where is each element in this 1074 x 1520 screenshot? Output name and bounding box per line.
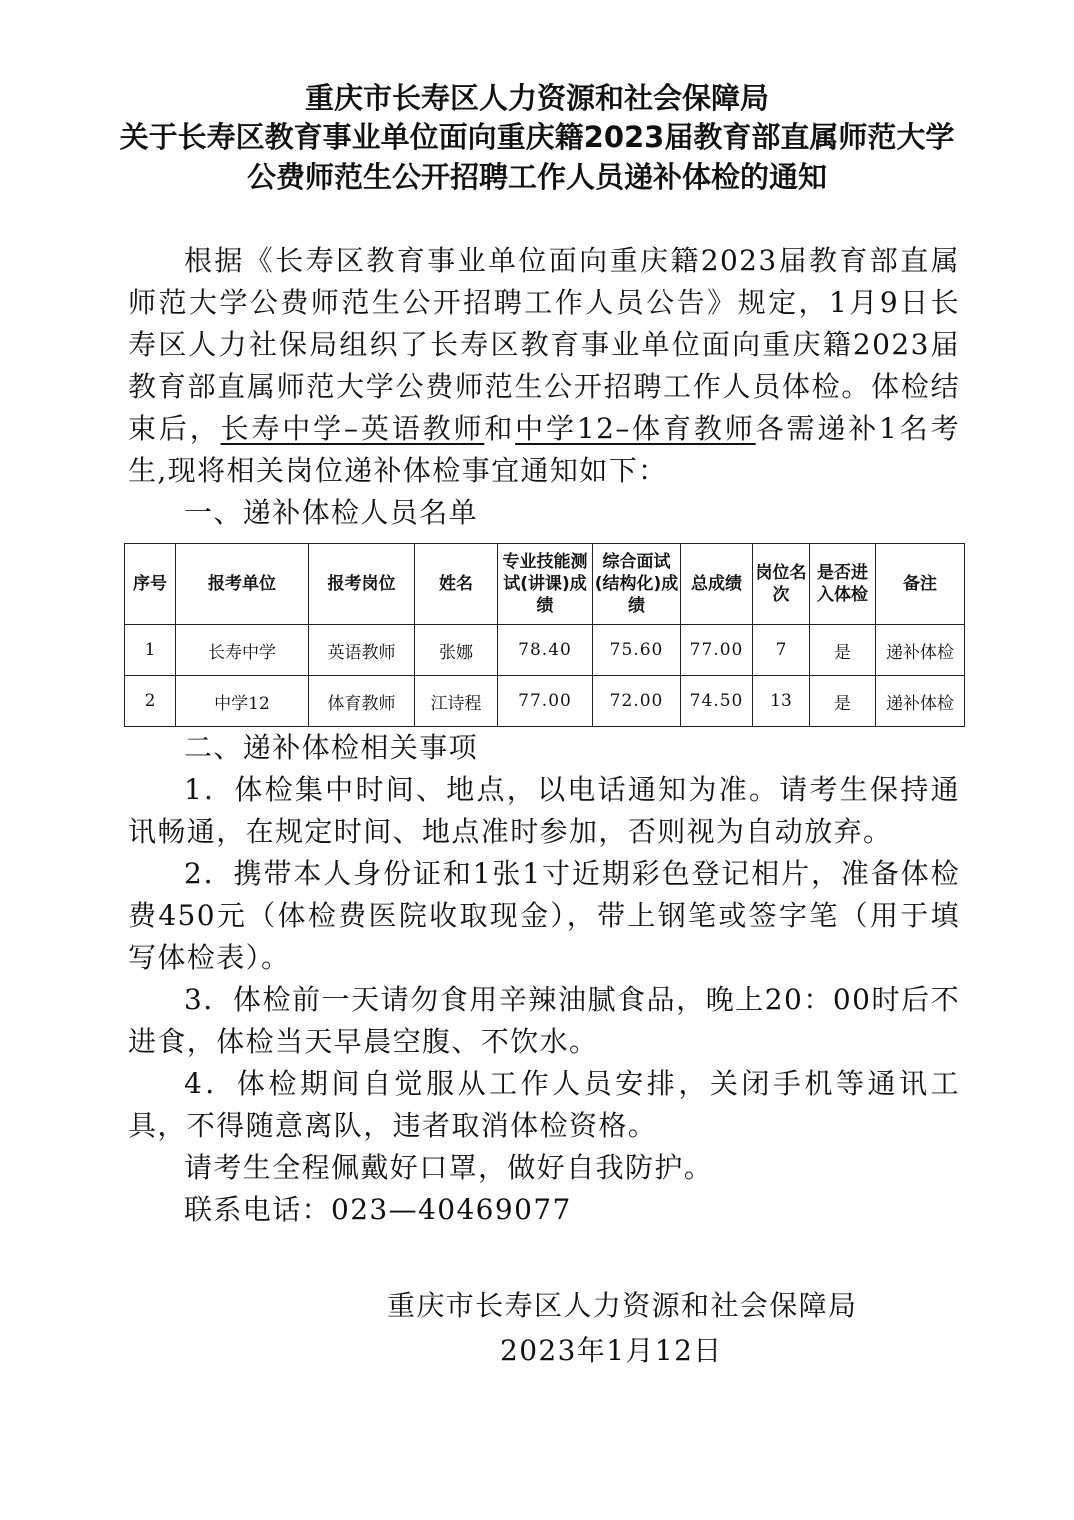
- matters-block: [128, 727, 960, 1231]
- cell-skill-score: 77.00: [498, 676, 593, 727]
- title-line-1: 重庆市长寿区人力资源和社会保障局: [304, 81, 769, 115]
- table-header-row: [125, 544, 965, 625]
- header-cell: 序号: [125, 544, 176, 625]
- post-2-underlined: 中学12–体育教师: [515, 412, 756, 445]
- signature-org: 重庆市长寿区人力资源和社会保障局: [387, 1289, 858, 1322]
- table-row: [125, 625, 965, 676]
- cell-unit: 中学12: [176, 676, 309, 727]
- cell-total-score: 74.50: [681, 676, 753, 727]
- header-cell: 总成绩: [681, 544, 753, 625]
- matter-item-3: 3．体检前一天请勿食用辛辣油腻食品，晚上20：00时后不进食，体检当天早晨空腹、不饮水。: [128, 983, 960, 1058]
- cell-remark: 递补体检: [876, 676, 965, 727]
- cell-interview-score: 72.00: [593, 676, 681, 727]
- section-2-heading: 二、递补体检相关事项: [184, 731, 479, 764]
- intro-paragraph: [128, 240, 960, 492]
- matter-item-2: 2．携带本人身份证和1张1寸近期彩色登记相片，准备体检费450元（体检费医院收取现金），带上钢笔或签字笔（用于填写体检表）。: [128, 857, 960, 974]
- cell-exam-status: 是: [810, 625, 876, 676]
- cell-post: 英语教师: [309, 625, 415, 676]
- cell-total-score: 77.00: [681, 625, 753, 676]
- cell-remark: 递补体检: [876, 625, 965, 676]
- header-cell: 报考单位: [176, 544, 309, 625]
- mask-note: 请考生全程佩戴好口罩，做好自我防护。: [184, 1151, 714, 1184]
- cell-name: 张娜: [415, 625, 498, 676]
- cell-exam-status: 是: [810, 676, 876, 727]
- header-cell: 是否进入体检: [810, 544, 876, 625]
- table-row: [125, 676, 965, 727]
- header-cell: 岗位名次: [753, 544, 810, 625]
- cell-interview-score: 75.60: [593, 625, 681, 676]
- cell-post: 体育教师: [309, 676, 415, 727]
- header-cell: 姓名: [415, 544, 498, 625]
- cell-rank: 13: [753, 676, 810, 727]
- intro-block: [128, 240, 960, 534]
- post-1-underlined: 长寿中学–英语教师: [220, 412, 485, 445]
- candidate-table: [124, 543, 965, 727]
- header-cell: 综合面试(结构化)成绩: [593, 544, 681, 625]
- matter-item-4: 4．体检期间自觉服从工作人员安排，关闭手机等通讯工具，不得随意离队，违者取消体检资格。: [128, 1067, 960, 1142]
- header-cell: 专业技能测试(讲课)成绩: [498, 544, 593, 625]
- cell-index: 1: [125, 625, 176, 676]
- contact-phone: 联系电话：023—40469077: [184, 1193, 572, 1226]
- cell-index: 2: [125, 676, 176, 727]
- cell-skill-score: 78.40: [498, 625, 593, 676]
- intro-text-b: 和: [484, 412, 516, 445]
- intro-text-c: 各需递补1名考生,现将相关岗位递补体检事宜通知如下：: [128, 412, 960, 487]
- cell-unit: 长寿中学: [176, 625, 309, 676]
- header-cell: 备注: [876, 544, 965, 625]
- title-line-2: 关于长寿区教育事业单位面向重庆籍2023届教育部直属师范大学: [119, 120, 955, 154]
- cell-name: 江诗程: [415, 676, 498, 727]
- section-1-heading: 一、递补体检人员名单: [184, 496, 479, 529]
- signature-date: 2023年1月12日: [500, 1334, 723, 1367]
- matter-item-1: 1．体检集中时间、地点，以电话通知为准。请考生保持通讯畅通，在规定时间、地点准时参加，否则视为自动放弃。: [128, 773, 960, 848]
- header-cell: 报考岗位: [309, 544, 415, 625]
- intro-text-a: 根据《长寿区教育事业单位面向重庆籍2023届教育部直属师范大学公费师范生公开招聘工作人员公告》规定，1月9日长寿区人力社保局组织了长寿区教育事业单位面向重庆籍2023届教育部直属师范大学公费师范生公开招聘工作人员体检。体检结束后，: [128, 244, 960, 445]
- title-line-3: 公费师范生公开招聘工作人员递补体检的通知: [246, 160, 827, 194]
- cell-rank: 7: [753, 625, 810, 676]
